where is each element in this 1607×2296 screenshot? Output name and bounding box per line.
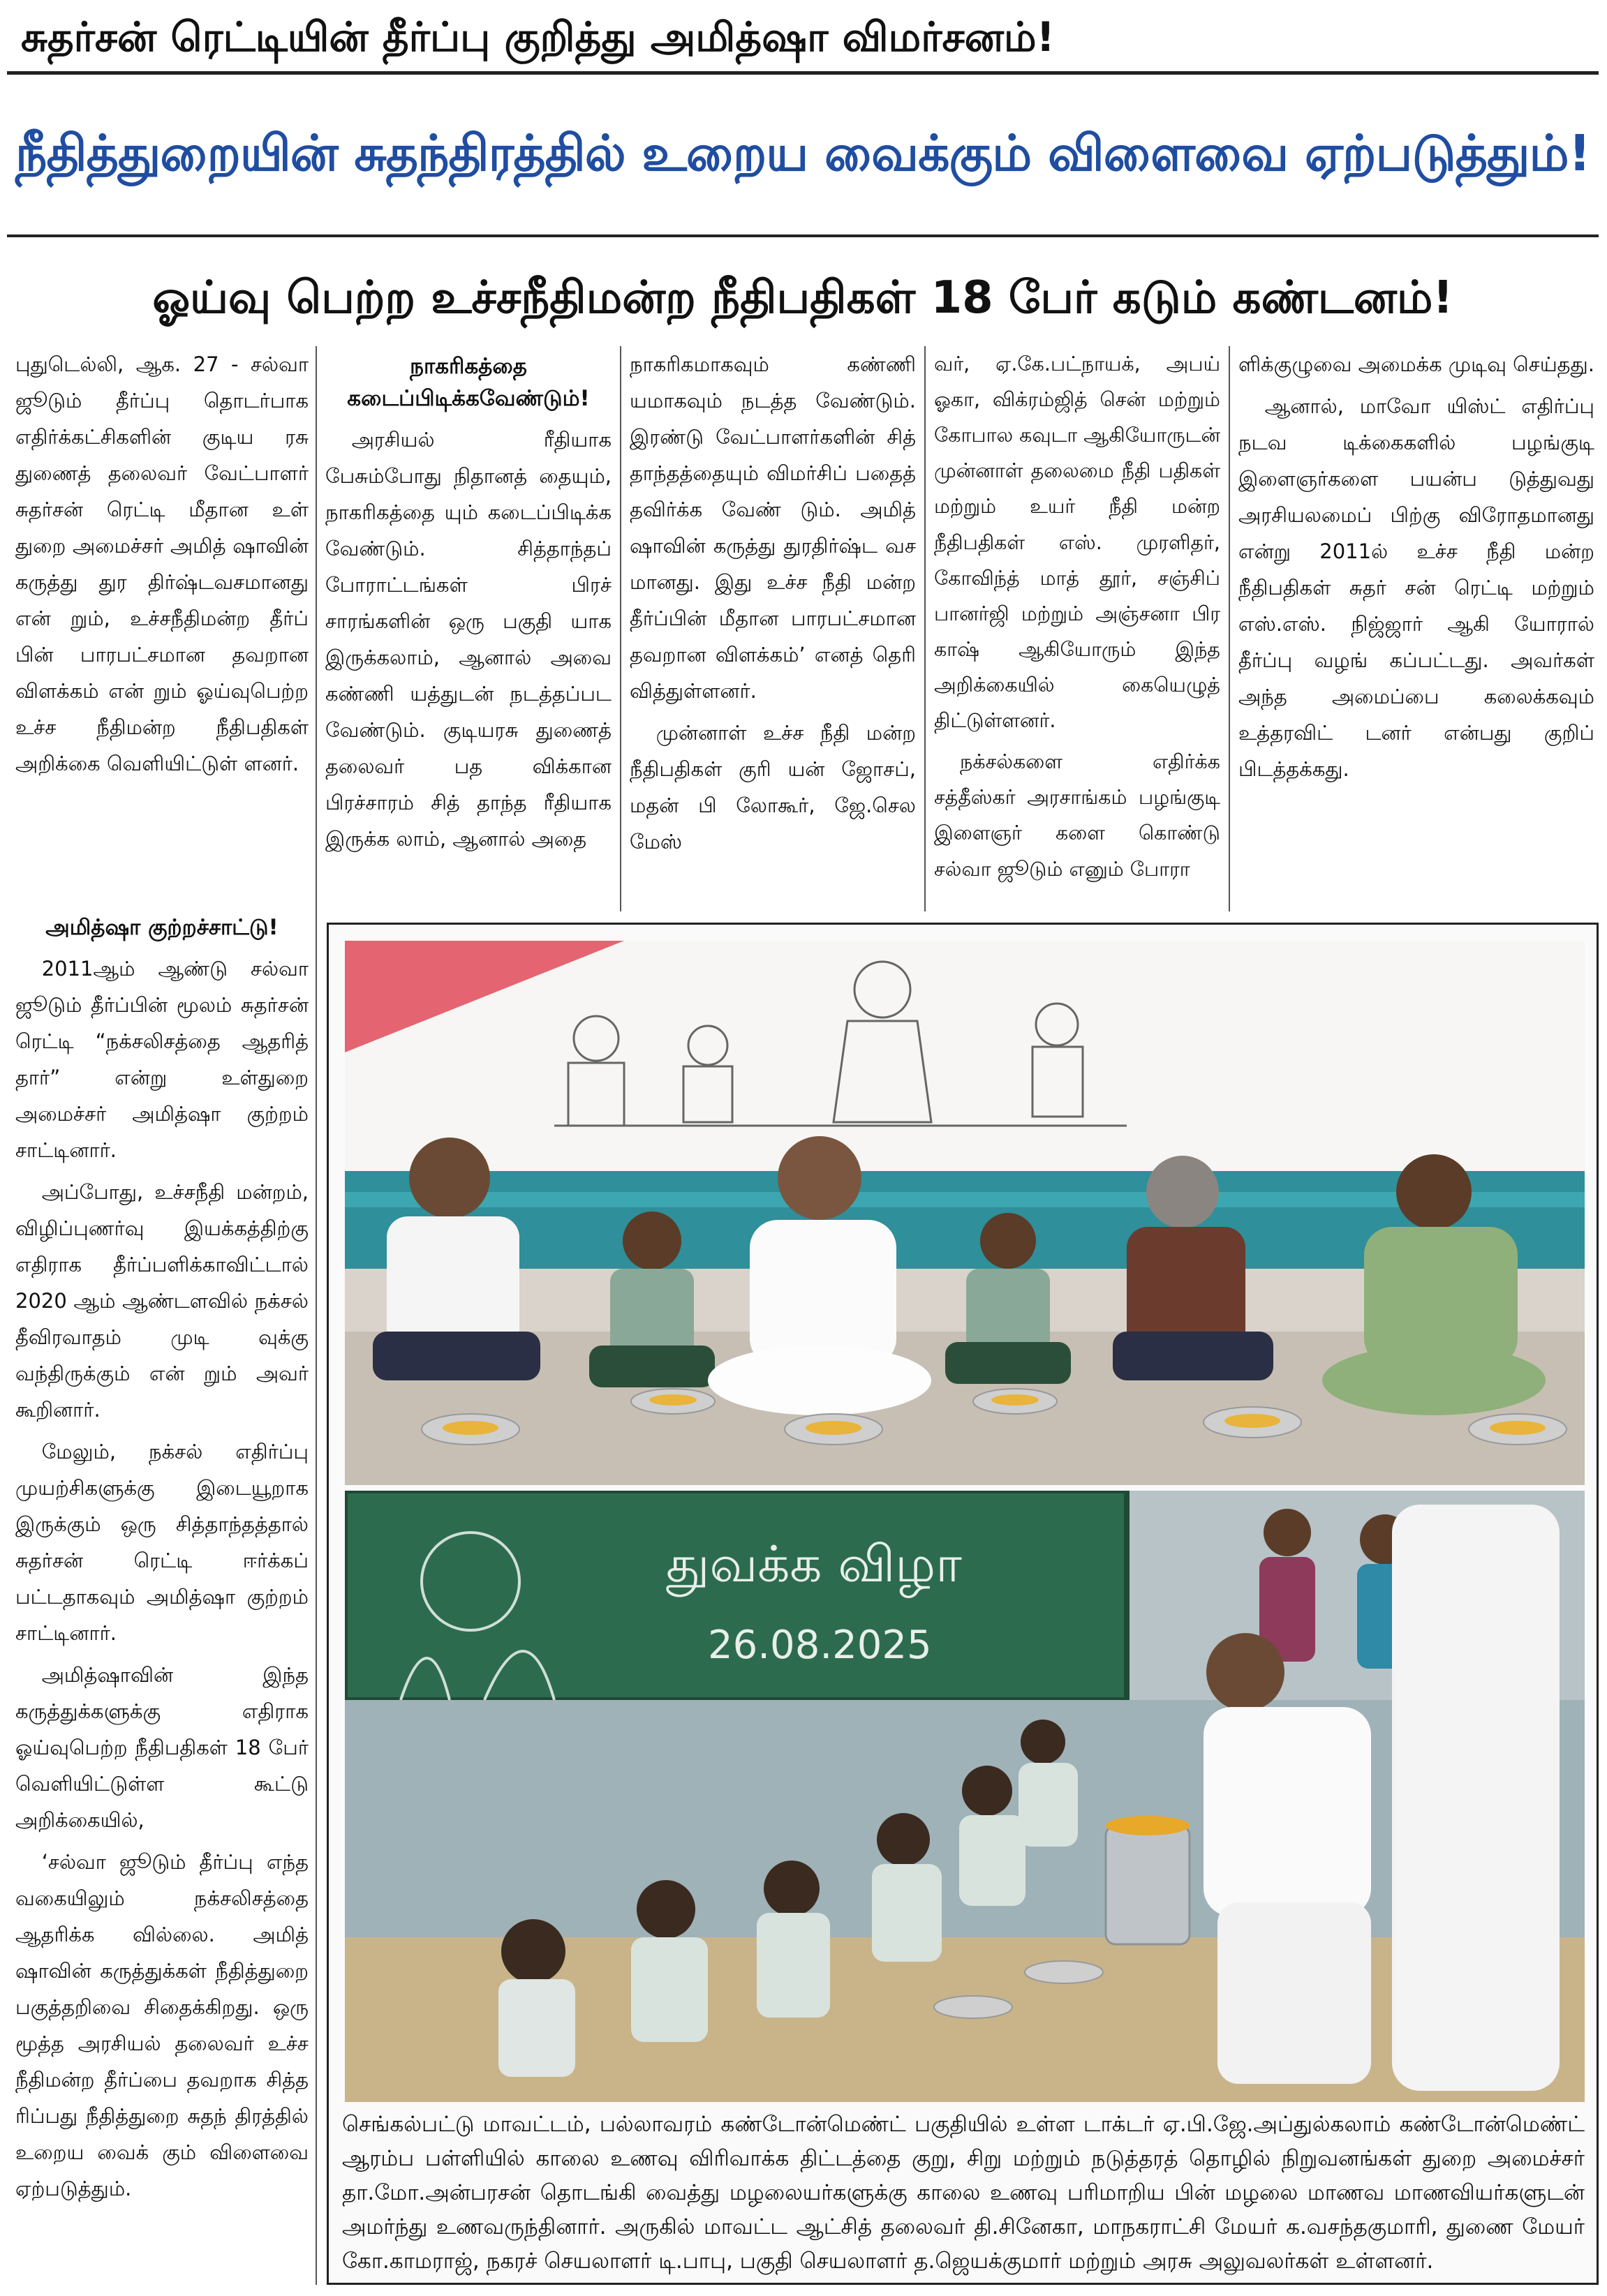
col1-section-para-2: அப்போது, உச்சநீதி மன்றம், விழிப்புணர்வு இயக்கத்திற்கு எதிராக தீர்ப்பளிக்காவிட்டால் 2020 ஆம் ஆண்டளவில் நக்சல் தீவிரவாதம் முடி வுக்கு வந்திருக்கும் என் றும் அவர் கூறினார். xyxy=(15,1180,309,1422)
photo-caption: செங்கல்பட்டு மாவட்டம், பல்லாவரம் கண்டோன்மெண்ட் பகுதியில் உள்ள டாக்டர் ஏ.பி.ஜே.அப்துல்கலாம் கண்டோன்மெண்ட் ஆரம்ப பள்ளியில் காலை உணவு விரிவாக்க திட்டத்தை குறு, சிறு மற்றும் நடுத்தரத் தொழில் நிறுவனங்கள் துறை அமைச்சர் தா.மோ.அன்பரசன் தொடங்கி வைத்து மழலையர்களுக்கு காலை உணவு பரிமாறிய பின் மழலை மாணவ மாணவியர்களுடன் அமர்ந்து உணவருந்தினார். அருகில் மாவட்ட ஆட்சித் தலைவர் தி.சினேகா, மாநகராட்சி மேயர் க.வசந்தகுமாரி, துணை மேயர் கோ.காமராஜ், நகரச் செயலாளர் டி.பாபு, பகுதி செயலாளர் த.ஜெயக்குமார் மற்றும் அரசு அலுவலர்கள் உள்ளனர். xyxy=(342,2112,1585,2274)
article-column-3 xyxy=(630,346,916,911)
col1-section-heading: அமித்ஷா குற்றச்சாட்டு! xyxy=(45,915,279,940)
article-column-1-continued xyxy=(15,907,309,2285)
article-column-2 xyxy=(325,346,612,911)
col4-para-2: நக்சல்களை எதிர்க்க சத்தீஸ்கர் அரசாங்கம் பழங்குடி இளைஞர் களை கொண்டு சல்வா ஜூடும் எனும் போரா xyxy=(934,750,1220,881)
food-vessel xyxy=(1106,1826,1190,1944)
headline-rule xyxy=(7,234,1599,237)
col5-para-1: ளிக்குழுவை அமைக்க முடிவு செய்தது. xyxy=(1238,352,1594,376)
col3-para-2: முன்னாள் உச்ச நீதி மன்ற நீதிபதிகள் குரி யன் ஜோசப், மதன் பி லோகூர், ஜே.செல மேஸ் xyxy=(630,721,916,853)
col2-para-1: அரசியல் ரீதியாக பேசும்போது நிதானத் தையும், நாகரிகத்தை யும் கடைப்பிடிக்க வேண்டும். சித்தாந்தப் போராட்டங்கள் பிரச் சாரங்களின் ஒரு பகுதி யாக இருக்கலாம், ஆனால் அவை கண்ணி யத்துடன் நடத்தப்பட வேண்டும். குடியரசு துணைத் தலைவர் பத விக்கான பிரச்சாரம் சித் தாந்த ரீதியாக இருக்க லாம், ஆனால் அதை xyxy=(325,428,612,851)
kicker-headline xyxy=(21,8,1585,66)
article-column-4 xyxy=(934,346,1220,911)
top-rule xyxy=(7,71,1599,75)
article-column-1 xyxy=(15,346,309,904)
col1-para-1: புதுடெல்லி, ஆக. 27 - சல்வா ஜூடும் தீர்ப்பு தொடர்பாக எதிர்க்கட்சிகளின் குடிய ரசு துணைத் தலைவர் வேட்பாளர் சுதர்சன் ரெட்டி மீதான உள் துறை அமைச்சர் அமித் ஷாவின் கருத்து துர திர்ஷ்டவசமானது என் றும், உச்சநீதிமன்ற தீர்ப் பின் பாரபட்சமான தவறான விளக்கம் என் றும் ஓய்வுபெற்ற உச்ச நீதிமன்ற நீதிபதிகள் அறிக்கை வெளியிட்டுள் ளனர். xyxy=(15,352,309,775)
col1-section-para-1: 2011ஆம் ஆண்டு சல்வா ஜூடும் தீர்ப்பின் மூலம் சுதர்சன் ரெட்டி “நக்சலிசத்தை ஆதரித் தார்” என்று உள்துறை அமைச்சர் அமித்ஷா குற்றம் சாட்டினார். xyxy=(15,957,309,1162)
kicker-text: சுதர்சன் ரெட்டியின் தீர்ப்பு குறித்து அமித்ஷா விமர்சனம்! xyxy=(21,13,1056,61)
col3-para-1: நாகரிகமாகவும் கண்ணி யமாகவும் நடத்த வேண்டும். இரண்டு வேட்பாளர்களின் சித் தாந்தத்தையும் விமர்சிப் பதைத் தவிர்க்க வேண் டும். அமித் ஷாவின் கருத்து துரதிர்ஷ்ட வச மானது. இது உச்ச நீதி மன்ற தீர்ப்பின் மீதான பாரபட்சமான தவறான விளக்கம்’ எனத் தெரி வித்துள்ளனர். xyxy=(630,352,916,703)
photo-minister-serving-children xyxy=(345,1491,1585,2102)
photo-minister-eating-with-children xyxy=(345,941,1585,1485)
article-column-5 xyxy=(1238,346,1594,911)
col1-section-para-5: ‘சல்வா ஜூடும் தீர்ப்பு எந்த வகையிலும் நக்சலிசத்தை ஆதரிக்க வில்லை. அமித் ஷாவின் கருத்துக்கள் நீதித்துறை பகுத்தறிவை சிதைக்கிறது. ஒரு மூத்த அரசியல் தலைவர் உச்ச நீதிமன்ற தீர்ப்பை தவறாக சித்த ரிப்பது நீதித்துறை சுதந் திரத்தில் உறைய வைக் கும் விளைவை ஏற்படுத்தும். xyxy=(15,1850,309,2200)
column-divider-3 xyxy=(924,346,926,911)
subheadline xyxy=(7,260,1599,336)
main-headline xyxy=(7,84,1599,223)
col5-para-2: ஆனால், மாவோ யிஸ்ட் எதிர்ப்பு நடவ டிக்கைகளில் பழங்குடி இளைஞர்களை பயன்ப டுத்துவது அரசியலமைப் பிற்கு விரோதமானது என்று 2011ல் உச்ச நீதி மன்ற நீதிபதிகள் சுதர் சன் ரெட்டி மற்றும் எஸ்.எஸ். நிஜ்ஜார் ஆகி யோரால் தீர்ப்பு வழங் கப்பட்டது. அவர்கள் அந்த அமைப்பை கலைக்கவும் உத்தரவிட் டனர் என்பது குறிப் பிடத்தக்கது. xyxy=(1238,394,1594,781)
col1-section-para-4: அமித்ஷாவின் இந்த கருத்துக்களுக்கு எதிராக ஓய்வுபெற்ற நீதிபதிகள் 18 பேர் வெளியிட்டுள்ள கூட்டு அறிக்கையில், xyxy=(15,1663,309,1832)
col4-para-1: வர், ஏ.கே.பட்நாயக், அபய் ஓகா, விக்ரம்ஜித் சென் மற்றும் கோபால கவுடா ஆகியோருடன் முன்னாள் தலைமை நீதி பதிகள் மற்றும் உயர் நீதி மன்ற நீதிபதிகள் எஸ். முரளிதர், கோவிந்த் மாத் தூர், சஞ்சிப் பானர்ஜி மற்றும் அஞ்சனா பிர காஷ் ஆகியோரும் இந்த அறிக்கையில் கையெழுத் திட்டுள்ளனர். xyxy=(934,352,1220,733)
column-divider-4 xyxy=(1229,346,1230,911)
column-divider-1 xyxy=(316,346,317,2285)
chalkboard xyxy=(345,1491,1127,1700)
col2-heading: நாகரிகத்தை கடைப்பிடிக்கவேண்டும்! xyxy=(347,354,590,411)
chalkboard-title: துவக்க விழா xyxy=(666,1535,962,1593)
main-headline-text: நீதித்துறையின் சுதந்திரத்தில் உறைய வைக்கும் விளைவை ஏற்படுத்தும்! xyxy=(15,124,1591,182)
subheadline-text: ஓய்வு பெற்ற உச்சநீதிமன்ற நீதிபதிகள் 18 பேர் கடும் கண்டனம்! xyxy=(152,272,1453,324)
col1-section-para-3: மேலும், நக்சல் எதிர்ப்பு முயற்சிகளுக்கு இடையூறாக இருக்கும் ஒரு சித்தாந்தத்தால் சுதர்சன் ரெட்டி ஈர்க்கப் பட்டதாகவும் அமித்ஷா குற்றம் சாட்டினார். xyxy=(15,1440,309,1645)
column-divider-2 xyxy=(620,346,621,911)
chalkboard-date: 26.08.2025 xyxy=(708,1623,932,1668)
